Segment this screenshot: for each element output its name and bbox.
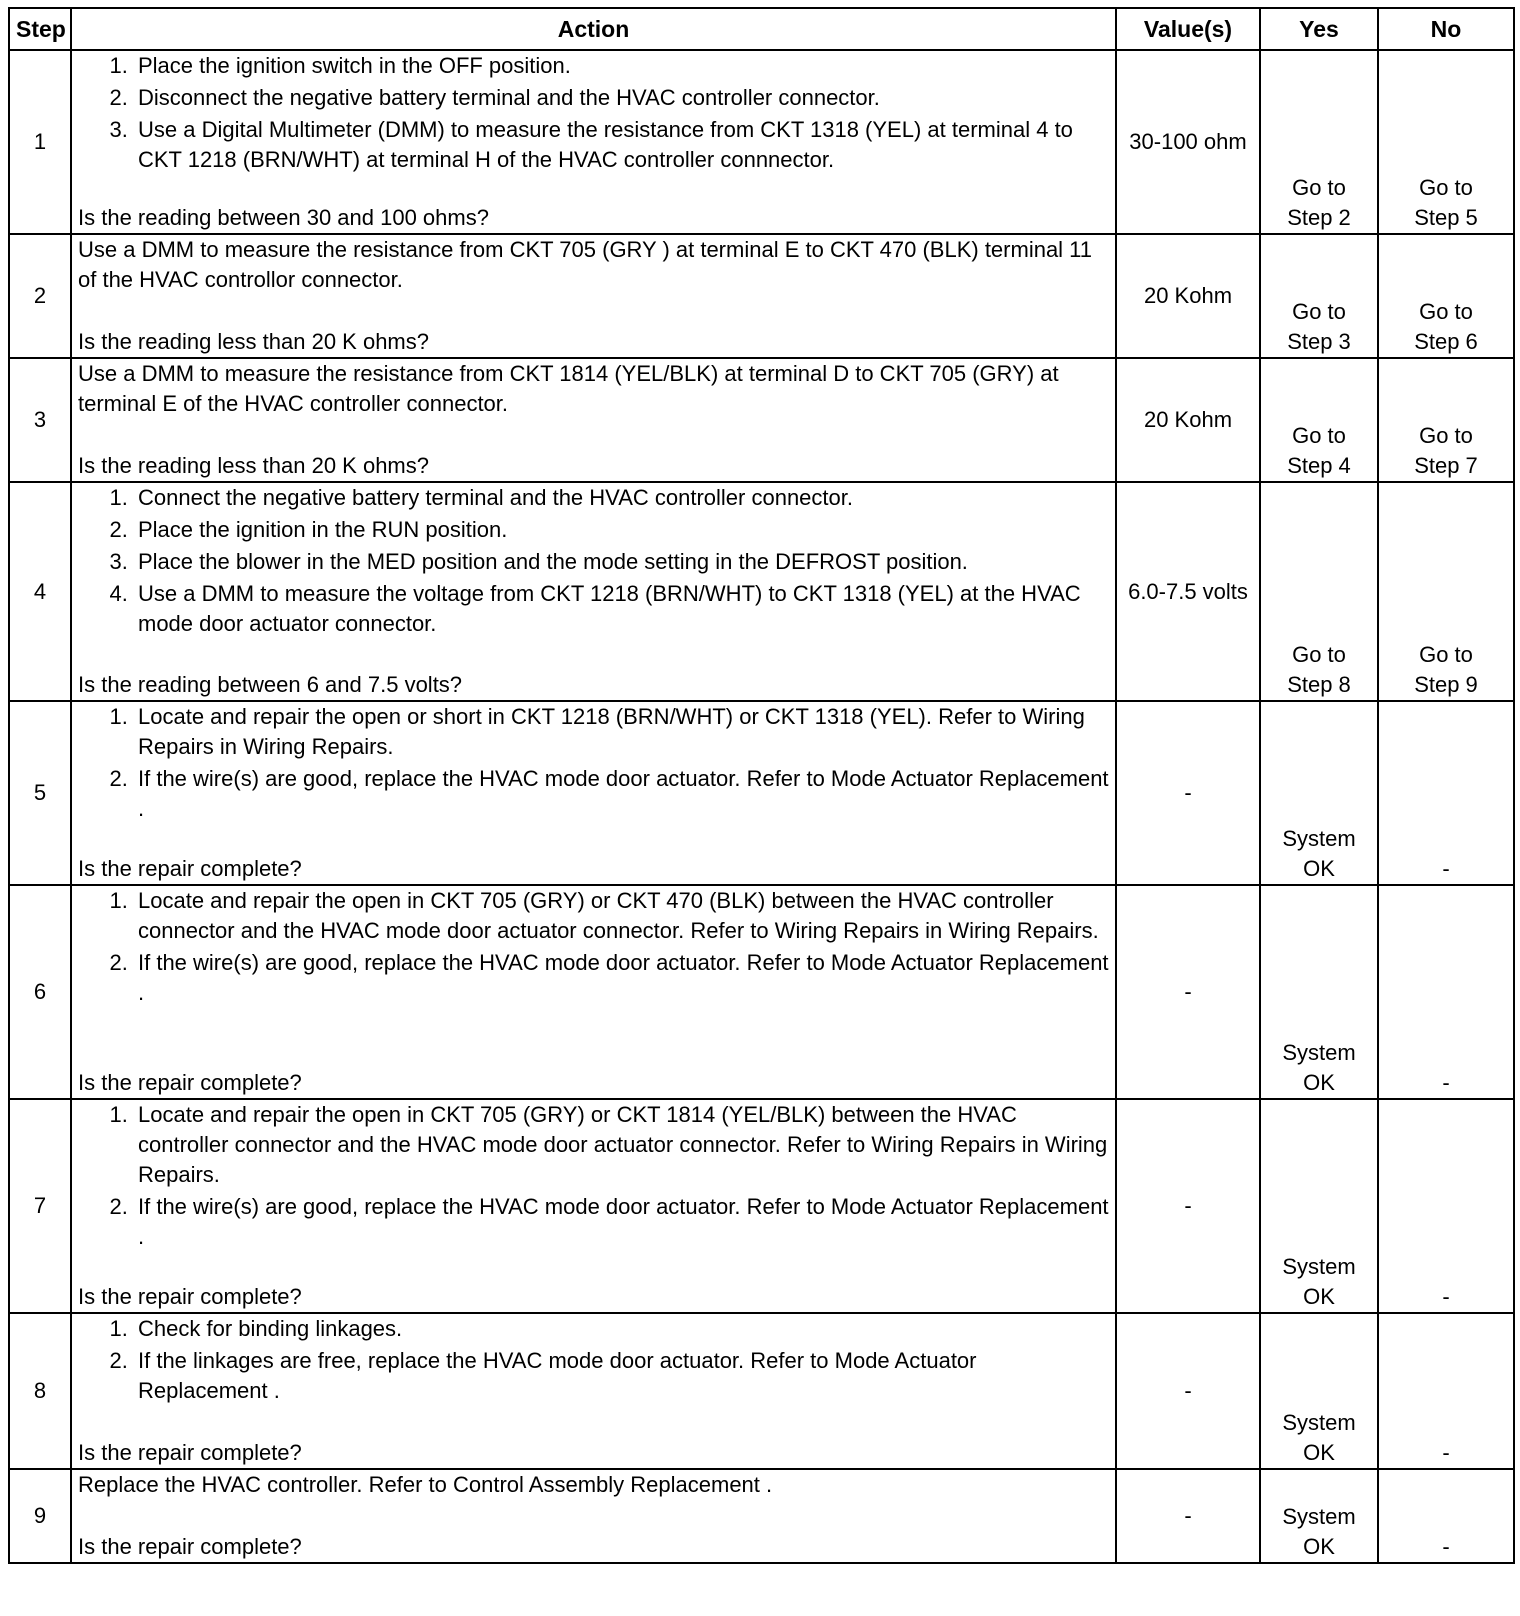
yes-result <box>1260 701 1378 885</box>
value-cell: - <box>1116 701 1260 885</box>
action-spacer <box>78 419 1109 451</box>
action-cell <box>71 358 1116 482</box>
header-action: Action <box>71 8 1116 50</box>
action-question: Is the reading less than 20 K ohms? <box>78 329 429 354</box>
step-number: 6 <box>9 885 71 1099</box>
header-row <box>9 8 1514 50</box>
table-row <box>9 701 1514 885</box>
action-cell <box>71 482 1116 701</box>
yes-result-text: System OK <box>1282 1040 1356 1095</box>
header-no: No <box>1378 8 1514 50</box>
action-steps-list <box>78 886 1109 1010</box>
action-spacer <box>78 295 1109 327</box>
yes-result <box>1260 234 1378 358</box>
action-content <box>78 702 1109 884</box>
step-number: 3 <box>9 358 71 482</box>
no-result <box>1378 701 1514 885</box>
action-text: Use a DMM to measure the resistance from CKT 705 (GRY ) at terminal E to CKT 470 (BLK) terminal 11 of the HVAC controllor connector. <box>78 237 1093 292</box>
step-number: 8 <box>9 1313 71 1469</box>
no-result-text: - <box>1442 1440 1450 1465</box>
no-result <box>1378 1469 1514 1563</box>
action-content <box>78 1314 1109 1468</box>
no-result-text: Go to Step 5 <box>1414 175 1478 230</box>
action-step-item: 2. If the wire(s) are good, replace the HVAC mode door actuator. Refer to Mode Actuator Replacement . <box>134 764 1109 824</box>
action-content <box>78 1470 1109 1562</box>
no-result <box>1378 1099 1514 1313</box>
step-number: 1 <box>9 50 71 234</box>
value-cell: 30-100 ohm <box>1116 50 1260 234</box>
yes-result-text: System OK <box>1282 1410 1356 1465</box>
action-content <box>78 1100 1109 1312</box>
action-step-item: 1. Check for binding linkages. <box>134 1314 1109 1344</box>
no-result <box>1378 358 1514 482</box>
diagnostic-table <box>8 7 1515 1564</box>
action-step-item: 1. Locate and repair the open in CKT 705 (GRY) or CKT 470 (BLK) between the HVAC controller connector and the HVAC mode door actuator connector. Refer to Wiring Repairs in Wiring Repairs. <box>134 886 1109 946</box>
action-step-item: 2. Place the ignition in the RUN position. <box>134 515 1109 545</box>
value-cell: - <box>1116 1469 1260 1563</box>
action-spacer <box>78 177 1109 203</box>
action-steps-list <box>78 702 1109 826</box>
value-cell: - <box>1116 885 1260 1099</box>
action-spacer <box>78 826 1109 854</box>
action-step-item: 2. If the linkages are free, replace the HVAC mode door actuator. Refer to Mode Actuator Replacement . <box>134 1346 1109 1406</box>
action-content <box>78 886 1109 1098</box>
action-steps-list <box>78 51 1109 177</box>
table-row <box>9 1313 1514 1469</box>
action-step-item: 1. Connect the negative battery terminal and the HVAC controller connector. <box>134 483 1109 513</box>
action-question: Is the repair complete? <box>78 856 302 881</box>
no-result-text: - <box>1442 1070 1450 1095</box>
yes-result-text: System OK <box>1282 1504 1356 1559</box>
yes-result <box>1260 1469 1378 1563</box>
action-cell <box>71 234 1116 358</box>
yes-result-text: Go to Step 8 <box>1287 642 1351 697</box>
no-result <box>1378 1313 1514 1469</box>
action-question: Is the reading less than 20 K ohms? <box>78 453 429 478</box>
table-row <box>9 1469 1514 1563</box>
yes-result <box>1260 50 1378 234</box>
table-row <box>9 234 1514 358</box>
no-result <box>1378 50 1514 234</box>
table-row <box>9 1099 1514 1313</box>
no-result-text: Go to Step 6 <box>1414 299 1478 354</box>
yes-result-text: Go to Step 2 <box>1287 175 1351 230</box>
action-spacer <box>78 1254 1109 1282</box>
step-number: 5 <box>9 701 71 885</box>
yes-result <box>1260 1313 1378 1469</box>
action-content <box>78 51 1109 233</box>
no-result <box>1378 885 1514 1099</box>
action-spacer <box>78 1010 1109 1068</box>
value-cell: 20 Kohm <box>1116 234 1260 358</box>
action-spacer <box>78 1408 1109 1438</box>
action-content <box>78 483 1109 700</box>
table-row <box>9 885 1514 1099</box>
yes-result <box>1260 482 1378 701</box>
yes-result-text: System OK <box>1282 826 1356 881</box>
yes-result-text: Go to Step 3 <box>1287 299 1351 354</box>
action-text: Replace the HVAC controller. Refer to Control Assembly Replacement . <box>78 1472 773 1497</box>
no-result-text: - <box>1442 1534 1450 1559</box>
action-question: Is the repair complete? <box>78 1070 302 1095</box>
no-result <box>1378 234 1514 358</box>
header-step: Step <box>9 8 71 50</box>
value-cell: 6.0-7.5 volts <box>1116 482 1260 701</box>
action-step-item: 2. If the wire(s) are good, replace the HVAC mode door actuator. Refer to Mode Actuator Replacement . <box>134 948 1109 1008</box>
action-content <box>78 235 1109 357</box>
action-cell <box>71 885 1116 1099</box>
action-cell <box>71 50 1116 234</box>
step-number: 7 <box>9 1099 71 1313</box>
action-steps-list <box>78 1314 1109 1408</box>
step-number: 9 <box>9 1469 71 1563</box>
action-question: Is the reading between 6 and 7.5 volts? <box>78 672 463 697</box>
action-step-item: 1. Locate and repair the open or short in CKT 1218 (BRN/WHT) or CKT 1318 (YEL). Refer to Wiring Repairs in Wiring Repairs. <box>134 702 1109 762</box>
action-spacer <box>78 1500 1109 1532</box>
action-step-item: 1. Locate and repair the open in CKT 705 (GRY) or CKT 1814 (YEL/BLK) between the HVAC controller connector and the HVAC mode door actuator connector. Refer to Wiring Repairs in Wiring Repairs. <box>134 1100 1109 1190</box>
yes-result-text: Go to Step 4 <box>1287 423 1351 478</box>
action-steps-list <box>78 483 1109 641</box>
value-cell: - <box>1116 1099 1260 1313</box>
no-result-text: Go to Step 9 <box>1414 642 1478 697</box>
action-cell <box>71 1313 1116 1469</box>
table-row <box>9 482 1514 701</box>
table-body <box>9 50 1514 1563</box>
action-content <box>78 359 1109 481</box>
action-step-item: 4. Use a DMM to measure the voltage from CKT 1218 (BRN/WHT) to CKT 1318 (YEL) at the HVAC mode door actuator connector. <box>134 579 1109 639</box>
action-cell <box>71 701 1116 885</box>
yes-result <box>1260 358 1378 482</box>
action-question: Is the repair complete? <box>78 1440 302 1465</box>
action-step-item: 3. Use a Digital Multimeter (DMM) to measure the resistance from CKT 1318 (YEL) at terminal 4 to CKT 1218 (BRN/WHT) at terminal H of the HVAC controller connnector. <box>134 115 1109 175</box>
yes-result <box>1260 885 1378 1099</box>
action-step-item: 2. Disconnect the negative battery terminal and the HVAC controller connector. <box>134 83 1109 113</box>
action-cell <box>71 1469 1116 1563</box>
no-result-text: Go to Step 7 <box>1414 423 1478 478</box>
action-step-item: 3. Place the blower in the MED position and the mode setting in the DEFROST position. <box>134 547 1109 577</box>
action-spacer <box>78 641 1109 670</box>
action-question: Is the reading between 30 and 100 ohms? <box>78 205 489 230</box>
value-cell: - <box>1116 1313 1260 1469</box>
table-row <box>9 50 1514 234</box>
action-text: Use a DMM to measure the resistance from CKT 1814 (YEL/BLK) at terminal D to CKT 705 (GRY) at terminal E of the HVAC controller connector. <box>78 361 1059 416</box>
yes-result <box>1260 1099 1378 1313</box>
action-cell <box>71 1099 1116 1313</box>
value-cell: 20 Kohm <box>1116 358 1260 482</box>
action-question: Is the repair complete? <box>78 1534 302 1559</box>
no-result-text: - <box>1442 856 1450 881</box>
yes-result-text: System OK <box>1282 1254 1356 1309</box>
action-step-item: 1. Place the ignition switch in the OFF position. <box>134 51 1109 81</box>
step-number: 4 <box>9 482 71 701</box>
action-step-item: 2. If the wire(s) are good, replace the HVAC mode door actuator. Refer to Mode Actuator Replacement . <box>134 1192 1109 1252</box>
no-result-text: - <box>1442 1284 1450 1309</box>
step-number: 2 <box>9 234 71 358</box>
header-yes: Yes <box>1260 8 1378 50</box>
action-steps-list <box>78 1100 1109 1254</box>
table-row <box>9 358 1514 482</box>
no-result <box>1378 482 1514 701</box>
action-question: Is the repair complete? <box>78 1284 302 1309</box>
header-values: Value(s) <box>1116 8 1260 50</box>
